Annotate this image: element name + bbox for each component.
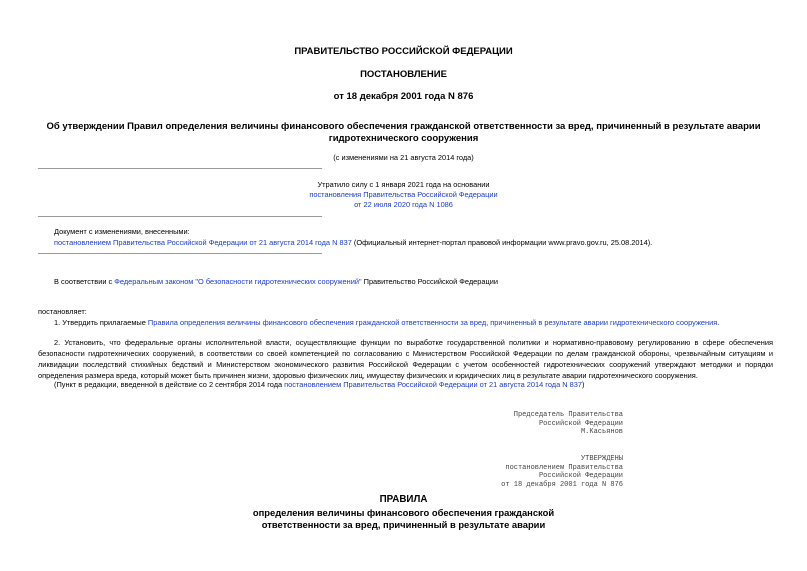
item-1-suffix: . [717, 318, 720, 327]
rules-link[interactable]: Правила определения величины финансового обеспечения гражданской ответственности за вред, причиненный в результате аварии гидротехнического сооружения [147, 318, 718, 327]
federal-law-link[interactable]: Федеральным законом "О безопасности гидротехнических сооружений" [114, 277, 362, 286]
rules-title-line-2: ответственности за вред, причиненный в результате аварии [261, 519, 546, 530]
signature-block [514, 411, 623, 437]
government-name: ПРАВИТЕЛЬСТВО РОССИЙСКОЙ ФЕДЕРАЦИИ [294, 46, 513, 57]
changes-label: Документ с изменениями, внесенными: [54, 227, 190, 236]
preamble [54, 277, 498, 287]
signature-line-2: Российской Федерации [538, 419, 623, 428]
document-title-line-2: гидротехнического сооружения [328, 133, 479, 144]
separator-line [38, 168, 322, 169]
changes-line [54, 238, 652, 248]
resolves-text: постановляет: [38, 307, 87, 316]
item-2-note-suffix: ) [581, 380, 585, 389]
expired-text: Утратило силу с 1 января 2021 года на основании [317, 180, 490, 189]
approved-line-3: Российской Федерации [538, 472, 623, 481]
document-date-number: от 18 декабря 2001 года N 876 [333, 91, 474, 102]
approved-block [501, 455, 623, 489]
item-2-note-link[interactable]: постановлением Правительства Российской Федерации от 21 августа 2014 года N 837 [284, 380, 582, 389]
approved-line-2: постановлением Правительства [505, 463, 623, 472]
changes-source: (Официальный интернет-портал правовой информации www.pravo.gov.ru, 25.08.2014). [351, 238, 653, 247]
separator-line [38, 216, 322, 217]
approved-line-1: УТВЕРЖДЕНЫ [580, 455, 623, 463]
expired-notice [0, 180, 807, 210]
preamble-suffix: Правительство Российской Федерации [361, 277, 499, 286]
preamble-prefix: В соответствии с [54, 277, 115, 286]
changes-link[interactable]: постановлением Правительства Российской Федерации от 21 августа 2014 года N 837 [54, 238, 352, 247]
item-1 [54, 318, 719, 328]
separator-line [38, 253, 322, 254]
item-2-text: 2. Установить, что федеральные органы исполнительной власти, осуществляющие функции по выработке государственной политики и нормативно-правовому регулированию в сфере обеспечения безопасности гидротехнических сооружений, в соответствии со своей компетенцией по согласованию с Министерством Российской Федерации по делам гражданской обороны, чрезвычайным ситуациям и ликвидации последствий стихийных бедствий и Министерством экономического развития Российской Федерации с учетом особенностей гидротехнических сооружений утверждают методики и порядки определения размера вреда, который может быть причинен жизни, здоровью физических лиц, имуществу физических и юридических лиц в результате аварии гидротехнического сооружения. [38, 338, 773, 380]
signature-line-3: М.Касьянов [580, 428, 623, 437]
item-2-note [54, 380, 584, 390]
item-2-note-prefix: (Пункт в редакции, введенной в действие со 2 сентября 2014 года [54, 380, 285, 389]
expired-link-line-1[interactable]: постановления Правительства Российской Федерации [309, 190, 498, 199]
rules-title-line-1: определения величины финансового обеспечения гражданской [252, 507, 555, 518]
document-type: ПОСТАНОВЛЕНИЕ [360, 69, 447, 80]
document-title-line-1: Об утверждении Правил определения величины финансового обеспечения гражданской ответственности за вред, причиненный в результате аварии [46, 121, 761, 132]
item-1-prefix: 1. Утвердить прилагаемые [54, 318, 148, 327]
rules-heading: ПРАВИЛА [379, 494, 428, 505]
approved-line-4: от 18 декабря 2001 года N 876 [501, 480, 623, 489]
expired-link-line-2[interactable]: от 22 июля 2020 года N 1086 [354, 200, 453, 209]
amendment-note: (с изменениями на 21 августа 2014 года) [333, 153, 474, 162]
signature-line-1: Председатель Правительства [513, 411, 623, 419]
